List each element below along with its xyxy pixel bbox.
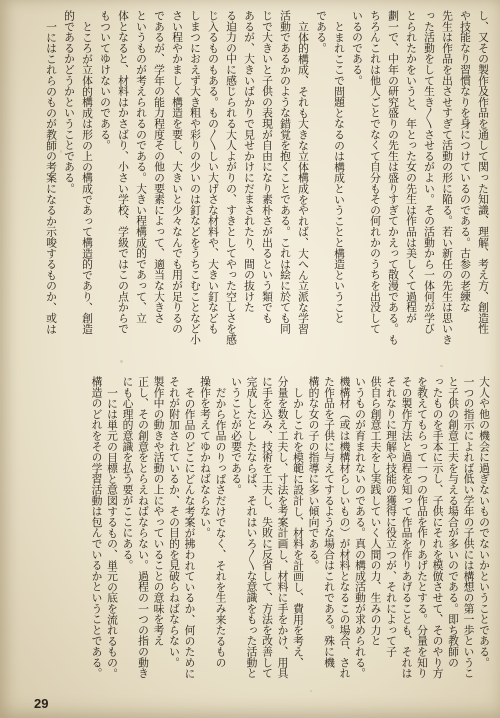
text-column: と子供の創意工夫を与える場合が多いのである。即ち教師の bbox=[447, 376, 460, 668]
text-column: しかしこれを模範に設計し、材料を計画し、費用を考え、 bbox=[292, 386, 305, 668]
text-column: 一にはこれらのものが教師の考案になるか示唆するものか、或は bbox=[45, 20, 58, 334]
text-column: である。 bbox=[315, 10, 328, 54]
text-column: 構造のどれをその学習活動は包んでいるかということである。 bbox=[90, 376, 104, 679]
text-column: 的であるかどうかということである。 bbox=[63, 10, 76, 194]
text-column: 供自ら創意工夫をし実践していく人間の力、生みの力と bbox=[369, 376, 383, 646]
text-column: に手を込み、技術を工夫し、失敗に反省して、方法を改善して bbox=[261, 376, 274, 679]
text-column: 一つの指示によれば低い学年の子供には構想の第一歩というこ bbox=[462, 376, 476, 679]
text-column: 製作中の動きや活動の上にやっていることの意味を考え bbox=[152, 376, 166, 646]
text-column: し、又その製作及作品を通して関った知識、理解、考え方、創造性 bbox=[477, 10, 490, 334]
text-column: 機構材（或は機構材らしいもの）が材料となるこの場合、され bbox=[338, 376, 352, 679]
text-column: だから作品のりっぱさだけでなく、それを生み来たるもの bbox=[214, 386, 228, 668]
text-column: あるが、大きいばかりで見せかけにだまされたり、間の抜けた bbox=[243, 10, 256, 313]
text-column: とまれここで問題となるのは構成ということと構造ということ bbox=[333, 20, 346, 324]
text-column: 大人や他の機会に過ぎないものでないかということである。 bbox=[478, 376, 491, 668]
text-column: 分量を数え工夫し、寸法を考案計画し、材料に手をかけ、用具 bbox=[276, 376, 290, 679]
text-column: 体となると、材料はかさばり、小さい学校、学級ではこの点からで bbox=[117, 10, 130, 334]
text-column: 正し、その創意をとらえねばならない。過程の一つの指の動き bbox=[137, 376, 150, 679]
text-column: であるが、学年の能力程度その他の要素によって、適当な大きさ bbox=[153, 10, 166, 324]
text-column: しまつにおえず大き粗や彩りの少いのは釘などをうちこむことなど小 bbox=[189, 10, 202, 345]
text-column: 活動であるかのような錯覚を抱くことである。これは絵に於ても同 bbox=[279, 10, 292, 334]
text-column: 先生は作品を出させすぎて活動の形に陥る。若い新任の先生は思いき bbox=[441, 10, 454, 345]
text-column: 完成したとしたならば、それはいろ〳〵な意識をもった活動と bbox=[245, 376, 259, 679]
text-column: た作品を子供に与えてするような場合はこれである。殊に機 bbox=[323, 376, 336, 668]
text-column: いうものが育まれないのである。真の構成活動が求められる。 bbox=[354, 376, 367, 679]
text-column: じで大きいと子供の表現が自由になり素朴さが出るという類でも bbox=[261, 10, 274, 324]
page-number: 29 bbox=[34, 696, 49, 711]
text-column: じ入るものもある。もの〳〵しい大げさな材料や、大きい釘なども bbox=[207, 10, 220, 334]
text-column: いうことが必要である。 bbox=[230, 376, 243, 495]
text-column: を教えてもらって一つの作品を作りあげたとする。分量を知り bbox=[416, 376, 429, 679]
text-column: った活動をして生き〳〵させるがよい。その活動から一体何が学び bbox=[423, 10, 436, 334]
text-column: 立体的構成、それも大きな立体構成をやれば、大へん立派な学習 bbox=[297, 20, 310, 334]
text-column: その作品のどこにどんな考案が拂われているか、何のために bbox=[183, 386, 197, 679]
text-column: る迫力の中に感じられる大人よがりの、すきとしてやった空しさを感 bbox=[225, 10, 238, 345]
paper-speck bbox=[440, 365, 443, 367]
text-column: ったものを手本に示し、子供にそれを模倣させて、そのやり方 bbox=[431, 376, 445, 679]
text-column: にも心理的意識を払う要がここにある。 bbox=[121, 376, 135, 571]
paper-speck bbox=[310, 690, 312, 692]
text-column: ところが立体的構成は形の上の構成であって構造的であり、創造 bbox=[81, 20, 94, 334]
text-column: 構的な女の子の指導に多い傾向である。 bbox=[307, 376, 321, 571]
lower-text-block bbox=[88, 376, 492, 682]
text-column: とられたかをいうと、年とった女の先生は作品は美しくて過程が bbox=[405, 10, 418, 324]
text-column: いるのである。 bbox=[351, 10, 364, 86]
paper-speck bbox=[120, 360, 123, 363]
text-column: というものが考えられるのである。大きい程構成的であって、立 bbox=[135, 10, 148, 324]
text-column: それが附加されているか、その目的を見破らねばならない。 bbox=[168, 376, 181, 668]
text-column: や技能なり習慣なりを身につけているのである。古参の老練な bbox=[459, 10, 472, 313]
text-column: それなりに理解や技能の獲得に役立つが、それによって子 bbox=[385, 376, 398, 657]
text-column: もついてゆけないのである。 bbox=[99, 10, 112, 151]
text-column: さい程やかましく構造を要し、大きいと少々なんでも用が足りるの bbox=[171, 10, 184, 334]
text-column: 操作を考えてゆかねばならない。 bbox=[199, 376, 212, 538]
text-column: ちろんこれは他人ごとでなくて自分もその何れかのうちを出没して bbox=[369, 10, 382, 334]
text-column: その製作方法と過程を知って作品を作りあげることも、それは bbox=[400, 376, 414, 679]
upper-text-block bbox=[40, 10, 492, 350]
text-column: 劃一で、中年の研究盛りの先生は盛りすぎてかえって散漫である。も bbox=[387, 10, 400, 345]
text-column: 一には単元の目標と意図するもの、単元の底を流れるもの。 bbox=[106, 386, 119, 679]
